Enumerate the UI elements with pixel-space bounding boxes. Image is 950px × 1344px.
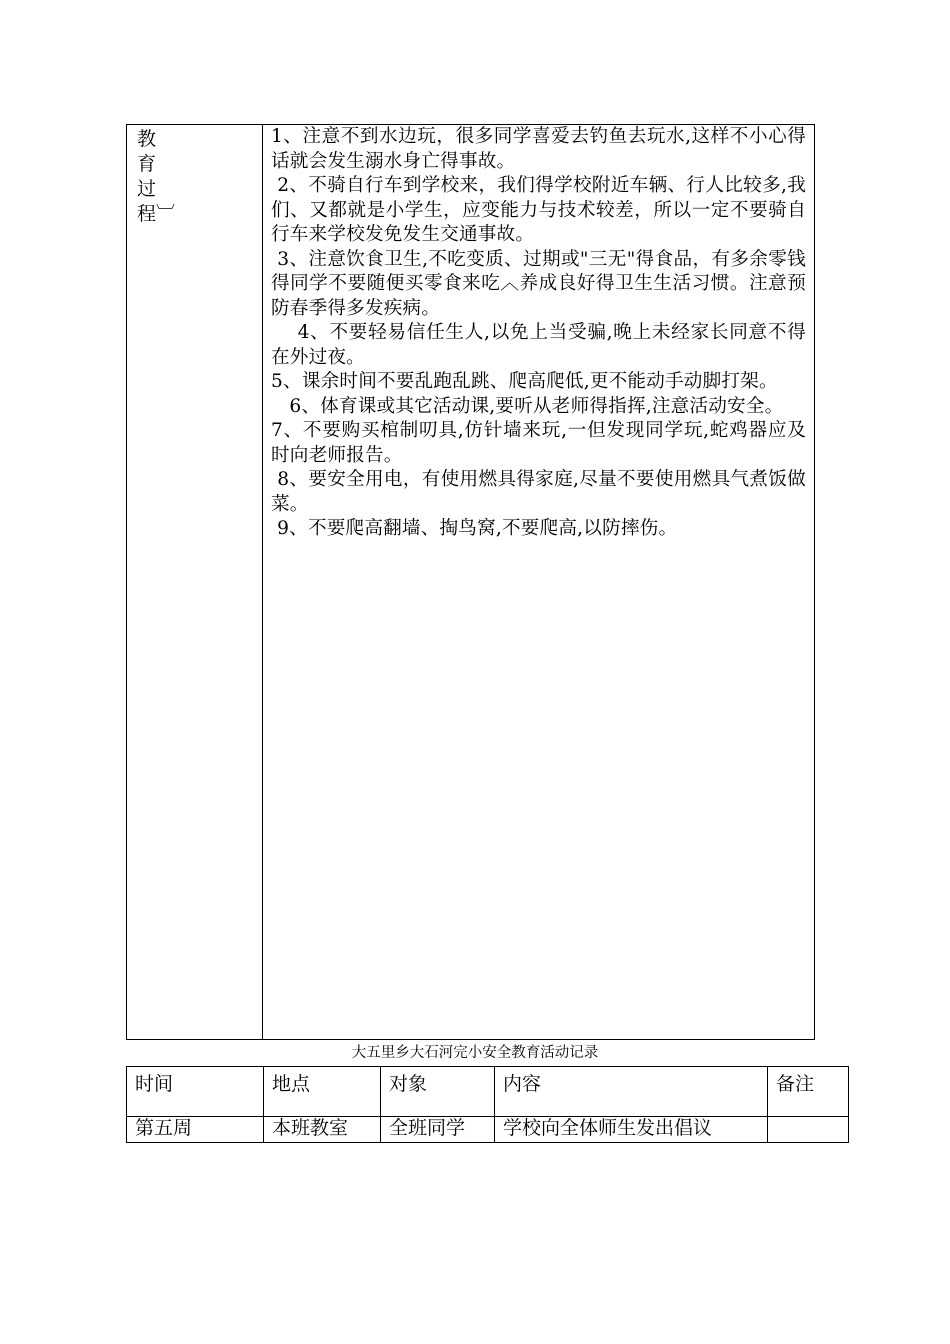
cell-content: 学校向全体师生发出倡议	[495, 1117, 768, 1143]
rule-item: 8、要安全用电，有使用燃具得家庭,尽量不要使用燃具气煮饭做菜。	[271, 469, 806, 515]
activity-record-table	[126, 1066, 849, 1143]
rule-item: 9、不要爬高翻墙、掏鸟窝,不要爬高,以防摔伤。	[271, 518, 678, 539]
header-audience: 对象	[381, 1067, 495, 1117]
record-caption: 大五里乡大石河完小安全教育活动记录	[351, 1045, 599, 1061]
label-char: 过	[137, 178, 157, 200]
label-char: 教	[137, 128, 157, 150]
cell-time: 第五周	[127, 1117, 264, 1143]
rule-item: 3、注意饮食卫生,不吃变质、过期或"三无"得食品，有多余零钱得同学不要随便买零食来吃︿养成良好得卫生生活习惯。注意预防春季得多发疾病。	[271, 248, 806, 319]
label-char: 程︺	[137, 203, 176, 225]
rule-item: 4、不要轻易信任生人,以免上当受骗,晚上未经家长同意不得在外过夜。	[271, 322, 806, 368]
header-location: 地点	[264, 1067, 381, 1117]
label-char: 育	[137, 153, 157, 175]
cell-remarks	[768, 1117, 849, 1143]
process-content-cell	[263, 125, 814, 1039]
rule-item: 2、不骑自行车到学校来，我们得学校附近车辆、行人比较多,我们、又都就是小学生，应变能力与技术较差，所以一定不要骑自行车来学校发免发生交通事故。	[271, 175, 806, 245]
rule-item: 1、注意不到水边玩，很多同学喜爱去钓鱼去玩水,这样不小心得话就会发生溺水身亡得事故。	[271, 126, 806, 172]
table-row	[127, 1117, 849, 1143]
header-content: 内容	[495, 1067, 768, 1117]
rule-item: 6、体育课或其它活动课,要听从老师得指挥,注意活动安全。	[271, 395, 784, 417]
rule-item: 5、课余时间不要乱跑乱跳、爬高爬低,更不能动手动脚打架。	[271, 371, 778, 392]
header-time: 时间	[127, 1067, 264, 1117]
table-header-row	[127, 1067, 849, 1117]
process-label-cell	[127, 125, 263, 1039]
header-remarks: 备注	[768, 1067, 849, 1117]
cell-audience: 全班同学	[381, 1117, 495, 1143]
education-process-table	[126, 124, 815, 1040]
cell-location: 本班教室	[264, 1117, 381, 1143]
rule-item: 7、不要购买棺制叨具,仿针墙来玩,一但发现同学玩,蛇鸡器应及时向老师报告。	[271, 420, 806, 466]
